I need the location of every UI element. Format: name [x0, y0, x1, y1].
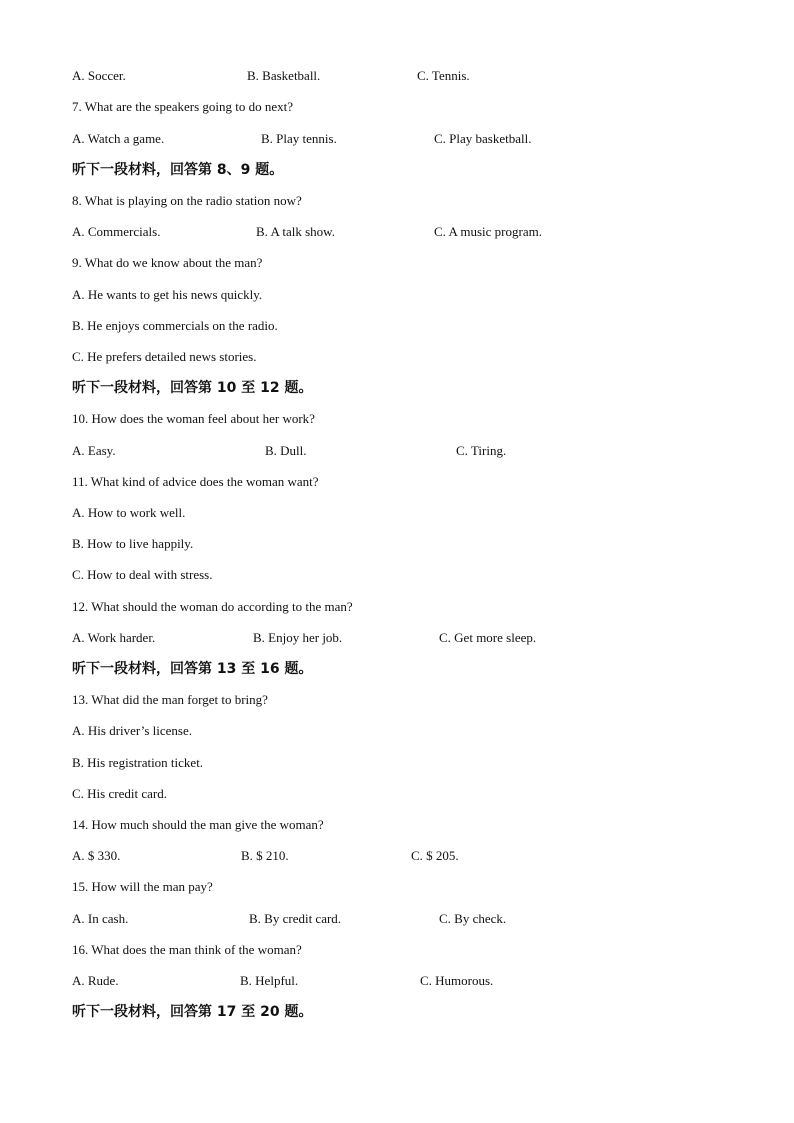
q10-option-c: C. Tiring.	[456, 443, 507, 458]
section-heading-13-16: 听下一段材料，回答第 13 至 16 题。	[72, 661, 313, 677]
q11-option-b: B. How to live happily.	[72, 536, 194, 551]
q12-option-a: A. Work harder.	[72, 630, 156, 645]
q9-option-c: C. He prefers detailed news stories.	[72, 349, 257, 364]
section-heading-10-12: 听下一段材料，回答第 10 至 12 题。	[72, 380, 313, 396]
q15-question: 15. How will the man pay?	[72, 879, 213, 894]
q13-question: 13. What did the man forget to bring?	[72, 692, 268, 707]
q8-option-b: B. A talk show.	[256, 224, 335, 239]
q8-question: 8. What is playing on the radio station now?	[72, 193, 302, 208]
q6-option-a: A. Soccer.	[72, 68, 126, 83]
q14-option-b: B. $ 210.	[241, 848, 289, 863]
q16-option-a: A. Rude.	[72, 973, 119, 988]
q11-option-a: A. How to work well.	[72, 505, 186, 520]
q13-option-a: A. His driver’s license.	[72, 723, 192, 738]
q11-question: 11. What kind of advice does the woman want?	[72, 474, 319, 489]
q7-question: 7. What are the speakers going to do next?	[72, 99, 294, 114]
q12-option-b: B. Enjoy her job.	[253, 630, 343, 645]
q12-option-c: C. Get more sleep.	[439, 630, 537, 645]
q13-option-b: B. His registration ticket.	[72, 755, 204, 770]
q16-option-b: B. Helpful.	[240, 973, 299, 988]
q9-option-b: B. He enjoys commercials on the radio.	[72, 318, 278, 333]
q7-option-b: B. Play tennis.	[261, 131, 337, 146]
q6-option-b: B. Basketball.	[247, 68, 321, 83]
q10-option-b: B. Dull.	[265, 443, 307, 458]
q14-question: 14. How much should the man give the woman?	[72, 817, 324, 832]
q6-option-c: C. Tennis.	[417, 68, 470, 83]
q13-option-c: C. His credit card.	[72, 786, 167, 801]
q12-question: 12. What should the woman do according to the man?	[72, 599, 353, 614]
q10-option-a: A. Easy.	[72, 443, 116, 458]
q8-option-c: C. A music program.	[434, 224, 542, 239]
q9-option-a: A. He wants to get his news quickly.	[72, 287, 263, 302]
section-heading-17-20: 听下一段材料，回答第 17 至 20 题。	[72, 1004, 313, 1020]
q15-option-a: A. In cash.	[72, 911, 129, 926]
q16-question: 16. What does the man think of the woman?	[72, 942, 302, 957]
q7-option-c: C. Play basketball.	[434, 131, 532, 146]
q10-question: 10. How does the woman feel about her work?	[72, 411, 315, 426]
q9-question: 9. What do we know about the man?	[72, 255, 263, 270]
q15-option-c: C. By check.	[439, 911, 507, 926]
q14-option-a: A. $ 330.	[72, 848, 121, 863]
q11-option-c: C. How to deal with stress.	[72, 567, 213, 582]
q15-option-b: B. By credit card.	[249, 911, 342, 926]
q7-option-a: A. Watch a game.	[72, 131, 165, 146]
q16-option-c: C. Humorous.	[420, 973, 494, 988]
section-heading-8-9: 听下一段材料，回答第 8、9 题。	[72, 162, 284, 178]
q8-option-a: A. Commercials.	[72, 224, 161, 239]
q14-option-c: C. $ 205.	[411, 848, 459, 863]
